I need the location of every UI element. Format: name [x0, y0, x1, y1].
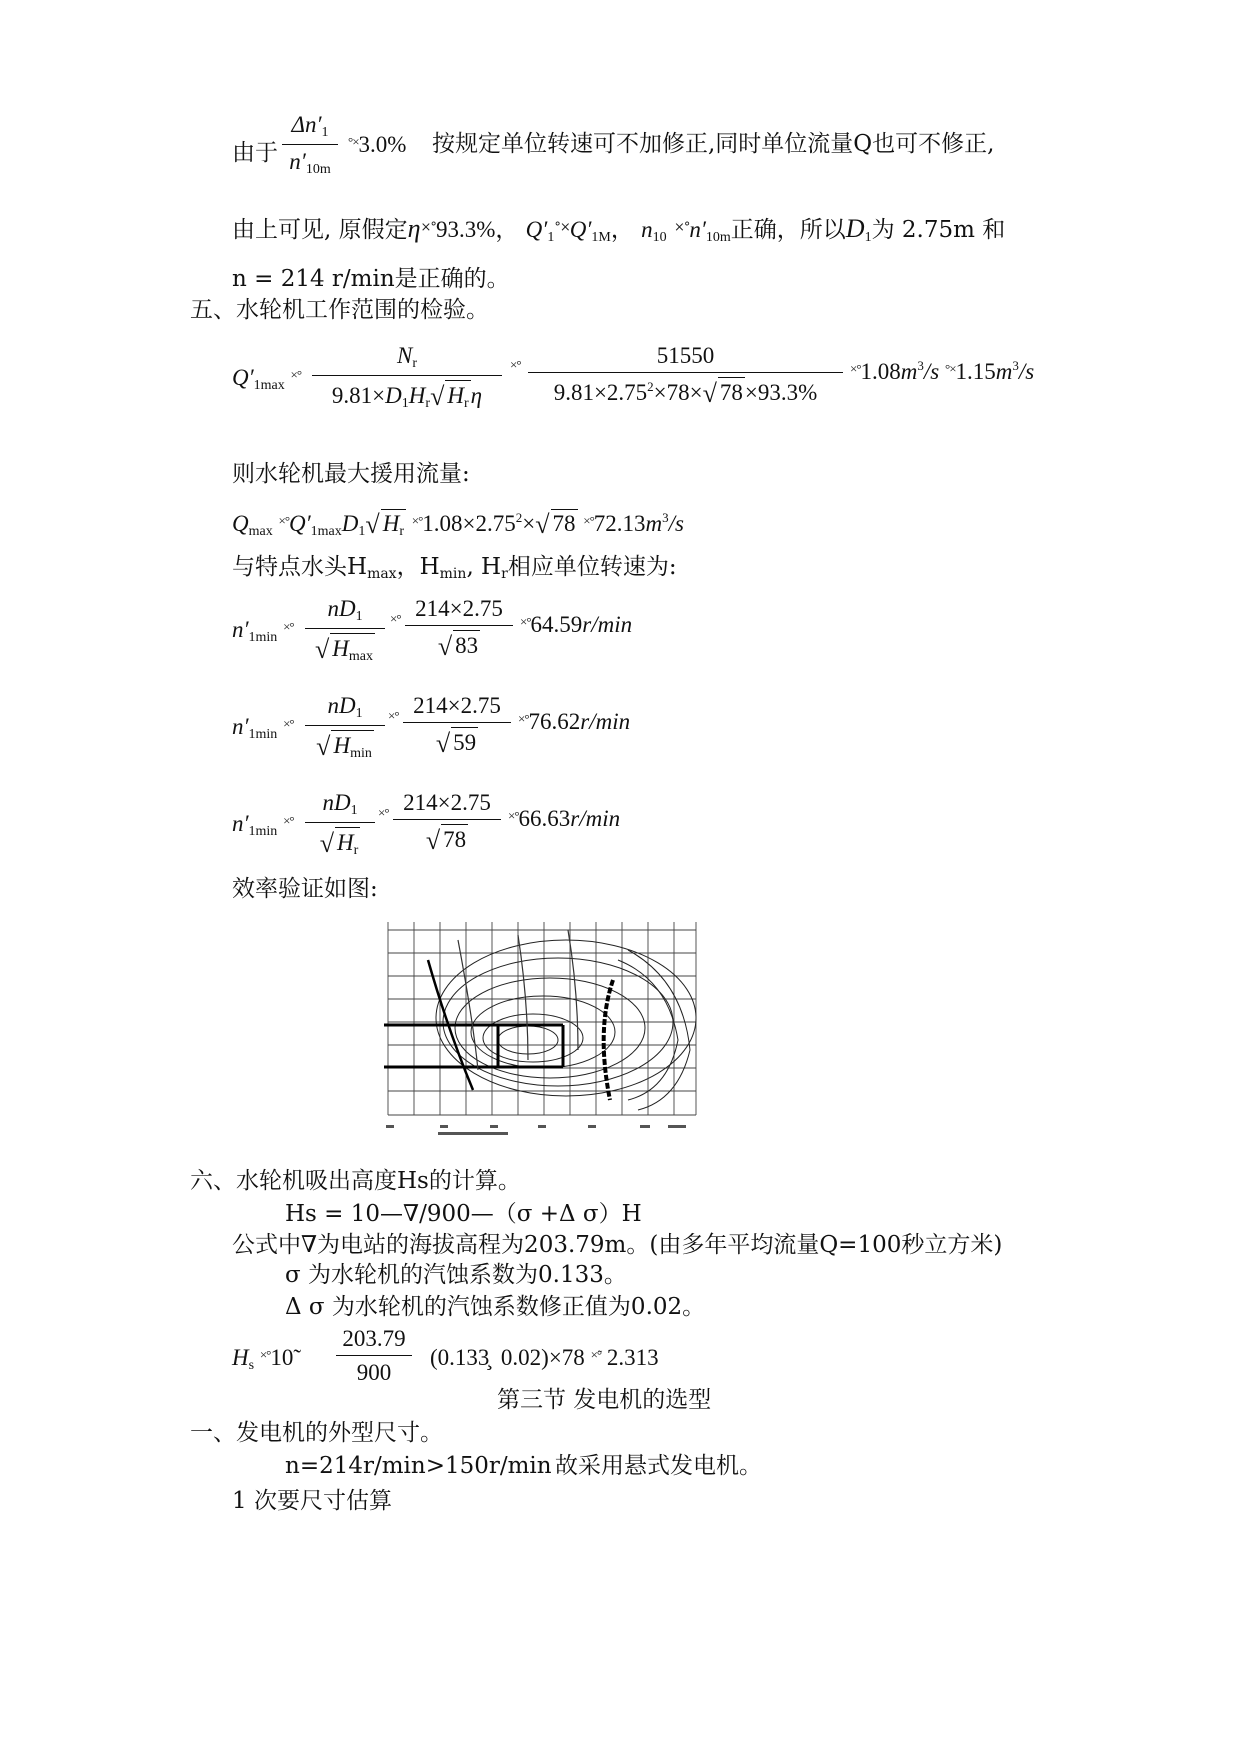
line2-eta: η — [407, 214, 421, 243]
eq-n-2-den-sub: r — [353, 843, 359, 858]
eq-q1max-rel2 — [510, 356, 521, 379]
eq-n-1-frac1 — [305, 693, 385, 762]
eq-n-2-result-val: 66.63 — [518, 806, 571, 831]
eq-n-1-frac2 — [403, 693, 511, 759]
eq-n-1-result — [518, 710, 630, 733]
eq-q1max-result — [850, 359, 1034, 383]
eq-q1max-unit2-sup: 3 — [1012, 358, 1019, 373]
eq-qmax-c-sup: 2 — [515, 510, 523, 525]
line1-rel: °× — [348, 134, 359, 149]
eq-qmax-unit-sup: 3 — [662, 510, 669, 525]
frac2-num: 51550 — [656, 343, 715, 368]
eq-n-2-rel3: ×° — [508, 808, 519, 823]
eq-n-1-rel2-wrap — [388, 707, 399, 730]
sqrt-icon: √ — [435, 729, 451, 758]
line2-d1: D — [845, 214, 865, 243]
chart-figure — [378, 920, 703, 1138]
eq-n-2-rel2-wrap — [378, 804, 389, 827]
line2-d1-sub: 1 — [864, 230, 872, 245]
frac1-den-sqrt-sub: r — [463, 396, 469, 411]
eq-n-0-den2: 83 — [453, 630, 480, 659]
line1-value — [348, 133, 406, 156]
frac1-den-d: D — [385, 383, 402, 408]
line2-q1-sub: 1 — [547, 230, 555, 245]
eq-qmax-lhs: Q — [232, 511, 249, 536]
eq-qmax-sqrt2: 78 — [552, 511, 576, 536]
sqrt-icon: √ — [430, 382, 445, 411]
line2-rel3: ×° — [673, 220, 690, 235]
hs-desc2: σ 为水轮机的汽蚀系数为0.133。 — [285, 1262, 627, 1288]
frac1-num: N — [396, 343, 413, 368]
eq-n-1-lhs-sub: 1min — [248, 727, 278, 742]
line1-fraction — [282, 112, 338, 178]
eff-label: 效率验证如图: — [232, 876, 378, 902]
speed-label-a: 与特点水头H — [232, 554, 368, 580]
eq-n-0-lhs-sub: 1min — [248, 630, 278, 645]
eq-qmax-rel2: ×° — [411, 513, 423, 528]
eq-n-0-den-sub: max — [348, 649, 373, 664]
eq-n-1-den-sub: min — [350, 746, 372, 761]
line1-num-sub: 1 — [321, 125, 329, 140]
line1-value-text: 3.0% — [358, 132, 407, 157]
eq-q1max-unit2-tail: /s — [1018, 359, 1035, 384]
eq-qmax-result: 72.13 — [593, 511, 646, 536]
sqrt-icon: √ — [535, 510, 550, 539]
line2-q1m: Q′ — [569, 217, 592, 242]
line1-den: n′ — [289, 149, 306, 174]
eq-n-1-lhs — [232, 715, 294, 742]
eq-q1max-unit1-sup: 3 — [917, 358, 924, 373]
eq-q1max-rel: ×° — [290, 367, 302, 382]
eq-q1max-unit2: m — [995, 359, 1013, 384]
frac2-den-sqrt: 78 — [718, 377, 745, 406]
eq-n-1-den: H — [333, 733, 351, 758]
line2-rel2: °× — [554, 220, 570, 235]
hs-formula: Hs = 10—∇/900—（σ +Δ σ）H — [285, 1201, 642, 1227]
eq-q1max-lhs — [232, 366, 301, 393]
eq-qmax-a-sub: 1max — [310, 524, 342, 539]
sec3-title: 第三节 发电机的选型 — [497, 1387, 712, 1413]
line1 — [232, 142, 278, 165]
eq-hs-rest — [430, 1346, 659, 1369]
eq-n-2-num2: 214×2.75 — [403, 790, 491, 815]
flow-label: 则水轮机最大援用流量: — [232, 461, 470, 487]
eq-q1max-v1: 1.08 — [860, 359, 901, 384]
eq-hs-lhs-h: H — [232, 1345, 249, 1370]
eq-n-2-num: nD — [322, 790, 351, 815]
frac1-den-h: H — [408, 383, 426, 408]
sqrt-icon: √ — [319, 829, 334, 858]
eq-n-0-num-sub: 1 — [355, 609, 363, 624]
eq-q1max-rel4: °× — [945, 361, 956, 376]
speed-label-a-sub: max — [367, 566, 397, 582]
sec6-title: 六、水轮机吸出高度Hs的计算。 — [190, 1168, 521, 1194]
eq-n-2-lhs-n: n′ — [232, 811, 249, 836]
speed-label-b: ，H — [396, 554, 440, 580]
eq-qmax-b: D — [341, 511, 359, 536]
eq-n-2-frac1 — [305, 790, 375, 859]
eq-n-2-frac2 — [393, 790, 501, 856]
eq-qmax-sqrt: H — [382, 511, 400, 536]
sqrt-icon: √ — [316, 732, 331, 761]
frac2-den-sup: 2 — [647, 379, 654, 394]
eq-n-1-num: nD — [327, 693, 356, 718]
frac1-den-h-sub: r — [425, 396, 431, 411]
eq-qmax-unit: m — [645, 511, 663, 536]
eq-hs-result: 2.313 — [606, 1345, 659, 1370]
speed-label-b-sub: min — [439, 566, 467, 582]
eq-hs-b: (0.133̧ — [430, 1345, 490, 1370]
sqrt-icon: √ — [425, 826, 441, 855]
line2-n10m: n′ — [689, 217, 706, 242]
eq-q1max-unit1: m — [900, 359, 918, 384]
line2-n10: n — [641, 217, 653, 242]
eq-n-1-rel3: ×° — [518, 711, 529, 726]
frac1-num-sub: r — [412, 356, 417, 371]
sqrt-icon: √ — [702, 379, 717, 408]
eq-n-2-lhs — [232, 812, 294, 839]
line3: n = 214 r/min是正确的。 — [232, 266, 510, 292]
eq-n-0-den: H — [332, 636, 349, 661]
eq-n-2-num-sub: 1 — [350, 803, 358, 818]
sqrt-icon: √ — [365, 510, 380, 539]
line1-num: Δn′ — [291, 112, 322, 137]
eq-q1max-v2: 1.15 — [955, 359, 996, 384]
eq-hs-num: 203.79 — [342, 1326, 406, 1351]
eq-hs-frac — [336, 1326, 412, 1386]
gen-line1a: n=214r/min>150r/min — [285, 1453, 552, 1479]
frac2-den-b: ×78× — [653, 380, 703, 405]
hs-desc1: 公式中∇为电站的海拔高程为203.79m。(由多年平均流量Q=100秒立方米) — [232, 1232, 1003, 1258]
frac1-den-sqrt: H — [447, 383, 464, 408]
eq-qmax-rel3: ×° — [583, 513, 594, 528]
line1-den-sub: 10m — [305, 162, 331, 177]
eq-qmax-b-sub: 1 — [358, 524, 366, 539]
frac1-den-a: 9.81× — [331, 383, 386, 408]
line2 — [232, 216, 1005, 245]
eq-n-0-rel2: ×° — [390, 611, 401, 626]
line2-comma: ， — [610, 217, 634, 243]
speed-label — [232, 556, 677, 581]
eq-hs-lhs — [232, 1346, 293, 1373]
eq-n-1-num2: 214×2.75 — [413, 693, 501, 718]
frac2-den-c: ×93.3% — [744, 380, 818, 405]
line2-n10m-sub: 10m — [705, 230, 731, 245]
speed-label-c: , H — [466, 554, 502, 580]
eq-q1max-rel3: ×° — [850, 361, 861, 376]
line2-rel1: ×° — [420, 220, 436, 235]
eq-hs-lhs-sub: s — [248, 1358, 255, 1373]
eq-n-0-rel3: ×° — [520, 614, 531, 629]
eq-hs-den: 900 — [336, 1355, 412, 1386]
eq-n-0-lhs — [232, 618, 294, 645]
grid — [388, 922, 696, 1115]
eq-n-0-rel: ×° — [283, 619, 294, 634]
eq-qmax-a: Q′ — [289, 511, 311, 536]
eq-qmax-lhs-sub: max — [248, 524, 273, 539]
eq-n-0-frac2 — [405, 596, 513, 662]
speed-label-c-sub: r — [501, 566, 508, 582]
eq-n-1-den2: 59 — [451, 727, 478, 756]
eq-hs-a: 10̃ — [270, 1345, 294, 1370]
eq-n-1-num-sub: 1 — [355, 706, 363, 721]
eq-n-0-result-val: 64.59 — [530, 612, 583, 637]
eq-n-2-rel2: ×° — [378, 805, 389, 820]
line2-t2: 为 2.75m 和 — [871, 217, 1006, 243]
efficiency-characteristic-chart-icon — [378, 920, 703, 1138]
eq-qmax-c: 1.08×2.75 — [422, 511, 516, 536]
line2-v1: 93.3%， — [435, 217, 519, 242]
eq-n-0-lhs-n: n′ — [232, 617, 249, 642]
eq-hs-rel: ×° — [259, 1347, 271, 1362]
line1-prefix: 由于 — [232, 140, 278, 166]
eq-n-2-unit: r/min — [570, 806, 621, 831]
eq-hs-rel2: ×̃° — [590, 1347, 602, 1362]
eq-n-2-result — [508, 807, 620, 830]
line2-prefix: 由上可见, 原假定 — [232, 217, 408, 243]
speed-label-d: 相应单位转速为: — [507, 554, 677, 580]
eq-n-0-num: nD — [327, 596, 356, 621]
eq-q1max-frac2 — [528, 343, 843, 409]
eq-q1max-lhs-q: Q′ — [232, 365, 254, 390]
eq-n-0-frac1 — [305, 596, 385, 665]
eq-n-0-unit: r/min — [582, 612, 633, 637]
frac1-den-d-sub: 1 — [401, 396, 409, 411]
eq-q1max-unit1-tail: /s — [923, 359, 940, 384]
sec5-title: 五、水轮机工作范围的检验。 — [190, 297, 489, 323]
gen-line2: 1 次要尺寸估算 — [232, 1488, 392, 1514]
eq-hs-c: 0.02)×78 — [500, 1345, 585, 1370]
eq-qmax-rel: ×° — [278, 513, 290, 528]
eq-n-1-rel2: ×° — [388, 708, 399, 723]
eq-n-1-rel: ×° — [283, 716, 294, 731]
sqrt-icon: √ — [314, 635, 330, 664]
line1-text: 按规定单位转速可不加修正,同时单位流量Q也可不修正, — [432, 131, 995, 157]
line2-t1: 正确，所以 — [730, 217, 846, 243]
eq-qmax-unit-tail: /s — [668, 511, 685, 536]
eq-n-1-lhs-n: n′ — [232, 714, 249, 739]
eq-n-2-rel: ×° — [283, 813, 294, 828]
sqrt-icon: √ — [437, 632, 453, 661]
eq-q1max-rel2-text: ×° — [510, 357, 521, 372]
frac1-den-eta: η — [470, 383, 483, 408]
line2-q1m-sub: 1M — [591, 230, 611, 245]
eq-n-2-den2: 78 — [441, 824, 468, 853]
gen-line1b: 故采用悬式发电机。 — [555, 1453, 762, 1479]
axis-ticks — [386, 1125, 686, 1135]
eq-n-1-unit: r/min — [580, 709, 631, 734]
eq-qmax — [232, 509, 684, 539]
eq-n-0-result — [520, 613, 632, 636]
gen-title: 一、发电机的外型尺寸。 — [190, 1420, 443, 1446]
eq-n-1-result-val: 76.62 — [528, 709, 581, 734]
eq-q1max-lhs-sub: 1max — [253, 378, 285, 393]
line2-n10-sub: 10 — [652, 230, 667, 245]
eq-n-2-den: H — [336, 830, 354, 855]
eq-n-0-num2: 214×2.75 — [415, 596, 503, 621]
eq-qmax-d: × — [522, 511, 536, 536]
hs-desc3: Δ σ 为水轮机的汽蚀系数修正值为0.02。 — [285, 1294, 706, 1320]
eq-n-0-rel2-wrap — [390, 610, 401, 633]
eq-q1max-frac1 — [312, 343, 502, 412]
eq-n-2-lhs-sub: 1min — [248, 824, 278, 839]
frac2-den-a: 9.81×2.75 — [553, 380, 648, 405]
line2-q1: Q′ — [525, 217, 548, 242]
eq-qmax-sqrt-sub: r — [399, 524, 404, 539]
